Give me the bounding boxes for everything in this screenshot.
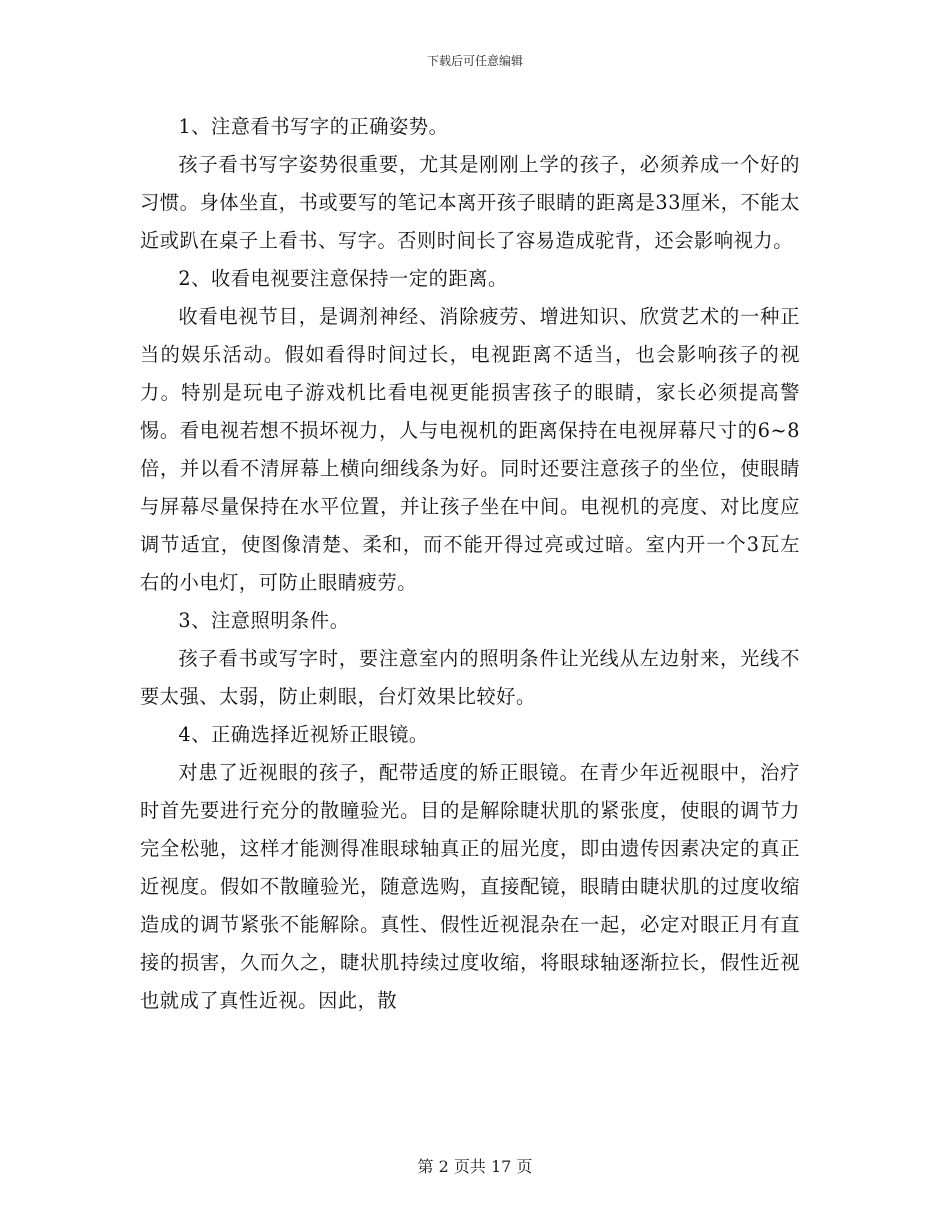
document-body — [140, 108, 800, 1020]
section-heading-4: 4、正确选择近视矫正眼镜。 — [178, 723, 429, 746]
body-paragraph: 孩子看书或写字时，要注意室内的照明条件让光线从左边射来，光线不要太强、太弱，防止刺眼，台灯效果比较好。 — [140, 647, 800, 708]
section-heading-2: 2、收看电视要注意保持一定的距离。 — [178, 267, 508, 290]
page-number-footer: 第 2 页共 17 页 — [417, 1157, 533, 1176]
page-header: 下载后可任意编辑 — [426, 54, 523, 68]
section-heading-1: 1、注意看书写字的正确姿势。 — [178, 115, 449, 138]
body-paragraph: 收看电视节目，是调剂神经、消除疲劳、增进知识、欣赏艺术的一种正当的娱乐活动。假如看得时间过长，电视距离不适当，也会影响孩子的视力。特别是玩电子游戏机比看电视更能损害孩子的眼睛，家长必须提高警惕。看电视若想不损坏视力，人与电视机的距离保持在电视屏幕尺寸的6~8倍，并以看不清屏幕上横向细线条为好。同时还要注意孩子的坐位，使眼睛与屏幕尽量保持在水平位置，并让孩子坐在中间。电视机的亮度、对比度应调节适宜，使图像清楚、柔和，而不能开得过亮或过暗。室内开一个3瓦左右的小电灯，可防止眼睛疲劳。 — [140, 305, 800, 594]
body-paragraph: 对患了近视眼的孩子，配带适度的矫正眼镜。在青少年近视眼中，治疗时首先要进行充分的散瞳验光。目的是解除睫状肌的紧张度，使眼的调节力完全松驰，这样才能测得准眼球轴真正的屈光度，即由遗传因素决定的真正近视度。假如不散瞳验光，随意选购，直接配镜，眼睛由睫状肌的过度收缩造成的调节紧张不能解除。真性、假性近视混杂在一起，必定对眼正月有直接的损害，久而久之，睫状肌持续过度收缩，将眼球轴逐渐拉长，假性近视也就成了真性近视。因此，散 — [140, 761, 800, 1012]
body-paragraph: 孩子看书写字姿势很重要，尤其是刚刚上学的孩子，必须养成一个好的习惯。身体坐直，书或要写的笔记本离开孩子眼睛的距离是33厘米，不能太近或趴在桌子上看书、写字。否则时间长了容易造成驼背，还会影响视力。 — [140, 153, 800, 252]
section-heading-3: 3、注意照明条件。 — [178, 609, 350, 632]
